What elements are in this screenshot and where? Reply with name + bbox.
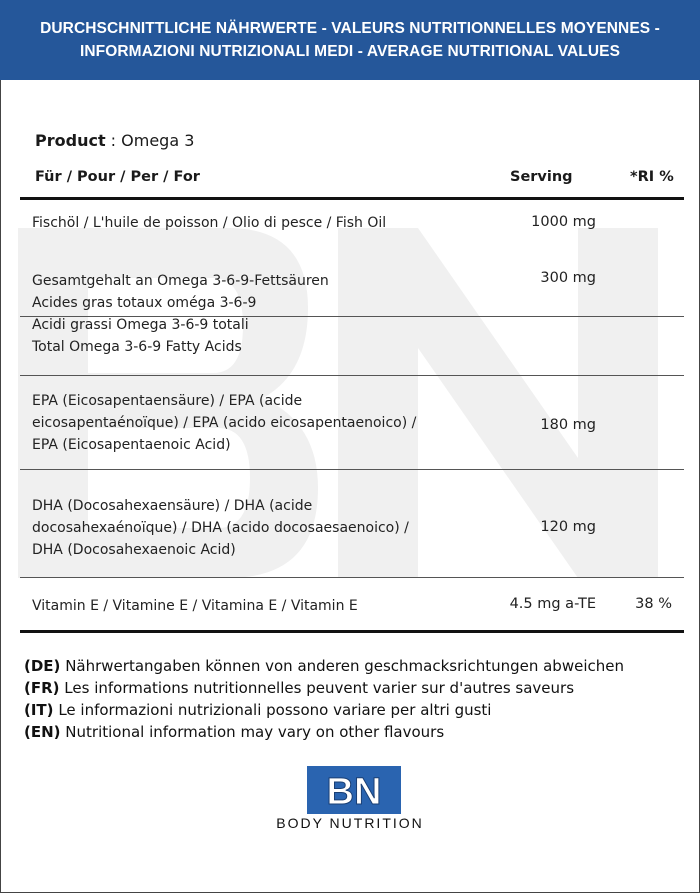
table-row-omega-369 xyxy=(32,270,329,358)
table-row-fish-oil xyxy=(32,212,386,234)
row-text: DHA (Docosahexaenoic Acid) xyxy=(32,542,236,558)
product-value: Omega 3 xyxy=(121,131,195,150)
table-row-vitamin-e xyxy=(32,595,358,617)
row-text: EPA (Eicosapentaensäure) / EPA (acide xyxy=(32,393,303,409)
flavour-notes xyxy=(24,655,624,743)
note-fr: (FR) Les informations nutritionnelles peuvent varier sur d'autres saveurs xyxy=(24,679,575,697)
product-label: Product xyxy=(35,131,106,150)
header-rule xyxy=(20,197,684,200)
row-divider xyxy=(20,316,684,317)
header-line-1: DURCHSCHNITTLICHE NÄHRWERTE - VALEURS NUTRITIONNELLES MOYENNES - xyxy=(40,20,660,37)
product-separator: : xyxy=(105,131,122,150)
bn-logo xyxy=(307,766,401,814)
row-text: Acides gras totaux oméga 3-6-9 xyxy=(32,295,257,311)
logo-letters: BN xyxy=(326,771,382,813)
column-header-ri: *RI % xyxy=(630,169,674,185)
row-amount: 120 mg xyxy=(540,519,596,535)
row-text: eicosapentaénoïque) / EPA (acido eicosapentaenoico) / xyxy=(32,415,417,431)
row-amount: 4.5 mg a-TE xyxy=(509,596,596,612)
row-amount: 180 mg xyxy=(540,417,596,433)
column-header-serving: Serving xyxy=(510,169,573,185)
note-en: (EN) Nutritional information may vary on other flavours xyxy=(24,723,445,741)
row-text: Gesamtgehalt an Omega 3-6-9-Fettsäuren xyxy=(32,273,329,289)
table-bottom-rule xyxy=(20,630,684,633)
row-divider xyxy=(20,577,684,578)
row-text: DHA (Docosahexaensäure) / DHA (acide xyxy=(32,498,313,514)
row-ri: 38 % xyxy=(635,596,672,612)
row-divider xyxy=(20,375,684,376)
row-divider xyxy=(20,469,684,470)
row-text: docosahexaénoïque) / DHA (acido docosaesaenoico) / xyxy=(32,520,409,536)
row-text: Total Omega 3-6-9 Fatty Acids xyxy=(32,339,242,355)
row-text: Fischöl / L'huile de poisson / Olio di pesce / Fish Oil xyxy=(32,215,387,231)
column-header-for: Für / Pour / Per / For xyxy=(35,169,200,185)
header-line-2: INFORMAZIONI NUTRIZIONALI MEDI - AVERAGE NUTRITIONAL VALUES xyxy=(79,43,621,60)
row-text: Vitamin E / Vitamine E / Vitamina E / Vitamin E xyxy=(32,598,358,614)
header-banner xyxy=(0,0,700,80)
product-line xyxy=(35,131,194,150)
table-row-dha xyxy=(32,495,409,561)
row-amount: 300 mg xyxy=(540,270,596,286)
row-text: Acidi grassi Omega 3-6-9 totali xyxy=(32,317,249,333)
table-row-epa xyxy=(32,390,416,456)
note-it: (IT) Le informazioni nutrizionali possono variare per altri gusti xyxy=(24,701,492,719)
row-amount: 1000 mg xyxy=(531,214,596,230)
note-de: (DE) Nährwertangaben können von anderen geschmacksrichtungen abweichen xyxy=(24,657,624,675)
row-text: EPA (Eicosapentaenoic Acid) xyxy=(32,437,231,453)
brand-name: BODY NUTRITION xyxy=(276,815,424,831)
